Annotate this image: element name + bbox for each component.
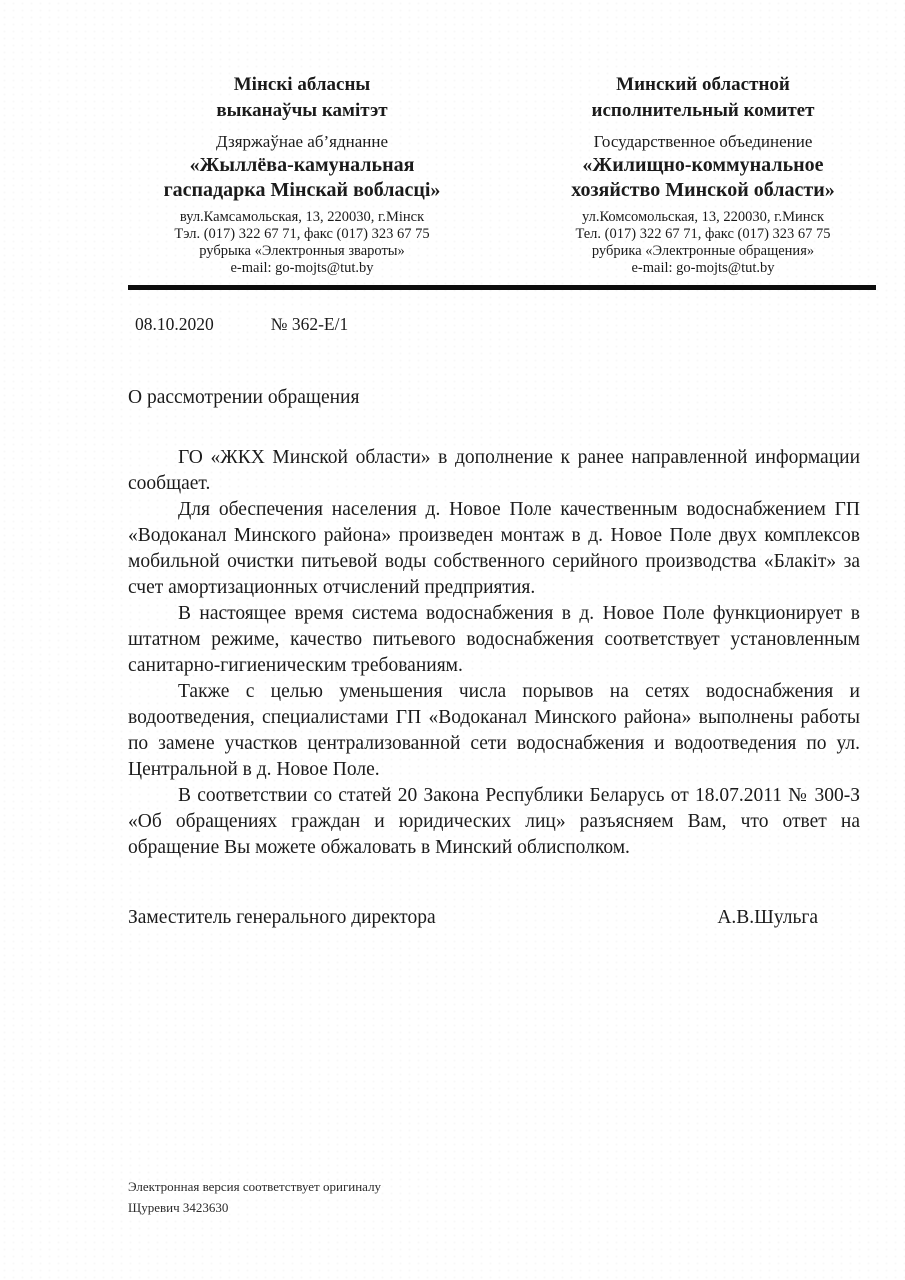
doc-date: 08.10.2020 (135, 314, 214, 334)
sender-block-russian (529, 72, 877, 277)
email-by: e-mail: go-mojts@tut.by (230, 260, 374, 276)
email-ru: e-mail: go-mojts@tut.by (631, 260, 775, 276)
body-paragraph: Для обеспечения населения д. Новое Поле качественным водоснабжением ГП «Водоканал Минского района» произведен монтаж в д. Новое Поле двух комплексов мобильной очистки питьевой воды собственного серийного производства «Блакіт» за счет амортизационных отчислений предприятия. (128, 499, 860, 598)
letter-body (128, 445, 860, 861)
doc-number: № 362-Е/1 (270, 314, 349, 334)
rubric-ru: рубрика «Электронные обращения» (591, 243, 815, 259)
signature-position: Заместитель генерального директора (128, 907, 436, 928)
committee-line2-by: выканаўчы камітэт (216, 100, 388, 121)
org-type-ru: Государственное объединение (593, 132, 813, 151)
rubric-by: рубрыка «Электронныя звароты» (199, 243, 405, 259)
address-by: вул.Камсамольская, 13, 220030, г.Мінск (179, 209, 425, 225)
signature-row (128, 907, 818, 929)
subject-line: О рассмотрении обращения (128, 387, 360, 408)
contacts-by (128, 209, 476, 277)
body-paragraph: В настоящее время система водоснабжения в д. Новое Поле функционирует в штатном режиме, качество питьевого водоснабжения соответствует установленным санитарно-гигиеническим требованиям. (128, 603, 860, 676)
phone-by: Тэл. (017) 322 67 71, факс (017) 323 67 75 (174, 226, 430, 242)
org-name-line2-ru: хозяйство Минской области» (571, 179, 835, 201)
committee-name-ru (529, 72, 877, 124)
body-paragraph: В соответствии со статей 20 Закона Республики Беларусь от 18.07.2011 № 300-З «Об обращениях граждан и юридических лиц» разъясняем Вам, что ответ на обращение Вы можете обжаловать в Минский облисполком. (128, 785, 860, 858)
committee-line2-ru: исполнительный комитет (591, 100, 815, 121)
org-name-by (128, 153, 476, 203)
org-type-by: Дзяржаўнае аб’яднанне (216, 132, 388, 151)
address-ru: ул.Комсомольская, 13, 220030, г.Минск (581, 209, 824, 225)
body-paragraph: ГО «ЖКХ Минской области» в дополнение к ранее направленной информации сообщает. (128, 447, 860, 494)
phone-ru: Тел. (017) 322 67 71, факс (017) 323 67 75 (575, 226, 831, 242)
footer-executor: Щуревич 3423630 (128, 1200, 229, 1215)
footer-note (128, 1176, 381, 1218)
sender-block-belarusian (128, 72, 476, 277)
body-paragraph: Также с целью уменьшения числа порывов на сетях водоснабжения и водоотведения, специалистами ГП «Водоканал Минского района» выполнены работы по замене участков централизованной сети водоснабжения и водоотведения по ул. Центральной в д. Новое Поле. (128, 681, 860, 780)
reference-line (135, 314, 860, 335)
org-name-line1-by: «Жыллёва-камунальная (189, 154, 415, 176)
signature-name: А.В.Шульга (717, 907, 818, 928)
header-divider-rule (128, 285, 876, 290)
contacts-ru (529, 209, 877, 277)
committee-name-by (128, 72, 476, 124)
committee-line1-by: Мінскі абласны (233, 74, 371, 95)
org-name-line1-ru: «Жилищно-коммунальное (582, 154, 824, 176)
footer-verification-note: Электронная версия соответствует оригиналу (128, 1179, 382, 1194)
org-name-ru (529, 153, 877, 203)
committee-line1-ru: Минский областной (616, 74, 790, 95)
org-name-line2-by: гаспадарка Мінскай вобласці» (163, 179, 441, 201)
letterhead (128, 0, 877, 277)
